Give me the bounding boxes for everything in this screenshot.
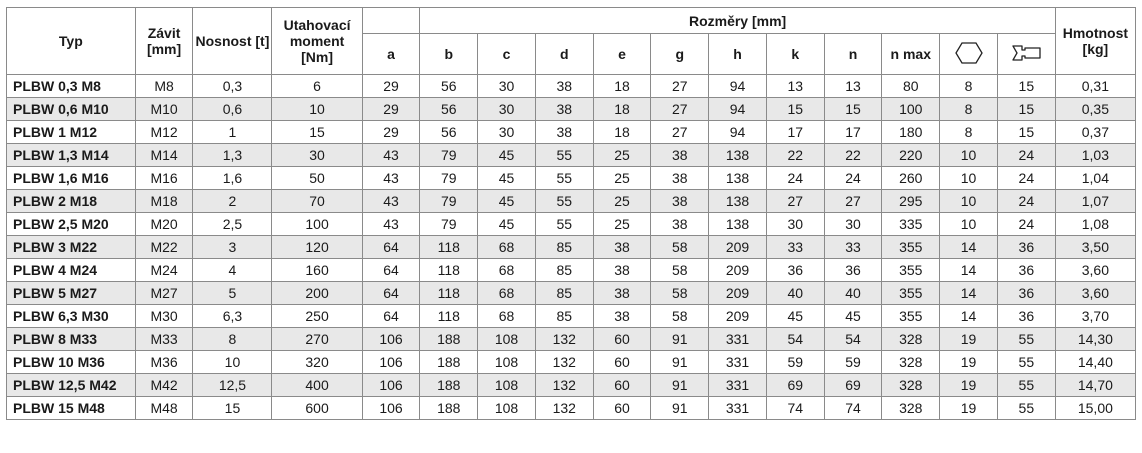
cell-n-max: 220 xyxy=(882,144,940,167)
cell-h: 138 xyxy=(709,213,767,236)
table-row xyxy=(7,259,1136,282)
cell-n-max: 355 xyxy=(882,259,940,282)
cell-h: 138 xyxy=(709,190,767,213)
table-row xyxy=(7,397,1136,420)
header-zavit: Závit [mm] xyxy=(135,8,193,75)
cell-n: 13 xyxy=(824,75,882,98)
cell-h: 209 xyxy=(709,236,767,259)
cell-b: 79 xyxy=(420,190,478,213)
cell-zavit: M12 xyxy=(135,121,193,144)
cell-wrench: 36 xyxy=(997,236,1055,259)
cell-e: 18 xyxy=(593,75,651,98)
header-dim-h: h xyxy=(709,34,767,75)
cell-b: 188 xyxy=(420,397,478,420)
header-typ: Typ xyxy=(7,8,136,75)
cell-typ: PLBW 4 M24 xyxy=(7,259,136,282)
table-row xyxy=(7,213,1136,236)
cell-c: 108 xyxy=(478,374,536,397)
header-dim-g: g xyxy=(651,34,709,75)
cell-a: 43 xyxy=(362,213,420,236)
cell-c: 68 xyxy=(478,236,536,259)
cell-hex: 10 xyxy=(940,167,998,190)
header-dim-a: a xyxy=(362,34,420,75)
cell-g: 58 xyxy=(651,259,709,282)
cell-g: 91 xyxy=(651,351,709,374)
cell-c: 68 xyxy=(478,259,536,282)
cell-n-max: 335 xyxy=(882,213,940,236)
wrench-icon xyxy=(1010,42,1042,67)
cell-d: 38 xyxy=(535,98,593,121)
cell-wrench: 36 xyxy=(997,282,1055,305)
cell-b: 79 xyxy=(420,144,478,167)
cell-n-max: 355 xyxy=(882,236,940,259)
cell-typ: PLBW 0,3 M8 xyxy=(7,75,136,98)
cell-c: 68 xyxy=(478,305,536,328)
cell-g: 91 xyxy=(651,397,709,420)
cell-a: 29 xyxy=(362,98,420,121)
cell-a: 43 xyxy=(362,167,420,190)
cell-b: 118 xyxy=(420,259,478,282)
cell-zavit: M20 xyxy=(135,213,193,236)
spec-table-container xyxy=(6,7,1136,420)
table-row xyxy=(7,190,1136,213)
cell-typ: PLBW 8 M33 xyxy=(7,328,136,351)
cell-h: 331 xyxy=(709,374,767,397)
cell-a: 64 xyxy=(362,305,420,328)
cell-a: 106 xyxy=(362,374,420,397)
cell-nosnost: 1,3 xyxy=(193,144,272,167)
cell-d: 85 xyxy=(535,259,593,282)
cell-moment: 600 xyxy=(272,397,362,420)
cell-nosnost: 6,3 xyxy=(193,305,272,328)
cell-g: 91 xyxy=(651,328,709,351)
cell-d: 85 xyxy=(535,305,593,328)
cell-wrench: 36 xyxy=(997,259,1055,282)
cell-n-max: 328 xyxy=(882,351,940,374)
table-body xyxy=(7,75,1136,420)
header-hex xyxy=(940,34,998,75)
cell-k: 40 xyxy=(766,282,824,305)
cell-n-max: 328 xyxy=(882,397,940,420)
cell-c: 108 xyxy=(478,328,536,351)
cell-e: 60 xyxy=(593,328,651,351)
table-row xyxy=(7,98,1136,121)
cell-nosnost: 15 xyxy=(193,397,272,420)
cell-moment: 160 xyxy=(272,259,362,282)
cell-moment: 15 xyxy=(272,121,362,144)
header-rozmery-spacer xyxy=(362,8,420,34)
cell-moment: 250 xyxy=(272,305,362,328)
cell-c: 45 xyxy=(478,167,536,190)
cell-zavit: M8 xyxy=(135,75,193,98)
cell-hex: 14 xyxy=(940,305,998,328)
cell-e: 25 xyxy=(593,144,651,167)
cell-n: 36 xyxy=(824,259,882,282)
cell-g: 27 xyxy=(651,98,709,121)
table-row xyxy=(7,282,1136,305)
cell-b: 188 xyxy=(420,351,478,374)
cell-typ: PLBW 5 M27 xyxy=(7,282,136,305)
cell-hex: 10 xyxy=(940,144,998,167)
cell-n: 15 xyxy=(824,98,882,121)
cell-n-max: 328 xyxy=(882,374,940,397)
cell-n: 22 xyxy=(824,144,882,167)
cell-k: 59 xyxy=(766,351,824,374)
header-rozmery: Rozměry [mm] xyxy=(420,8,1055,34)
cell-e: 60 xyxy=(593,397,651,420)
cell-n: 54 xyxy=(824,328,882,351)
table-row xyxy=(7,328,1136,351)
cell-wrench: 36 xyxy=(997,305,1055,328)
cell-nosnost: 10 xyxy=(193,351,272,374)
cell-moment: 200 xyxy=(272,282,362,305)
cell-wrench: 15 xyxy=(997,121,1055,144)
cell-zavit: M14 xyxy=(135,144,193,167)
cell-b: 188 xyxy=(420,374,478,397)
cell-k: 24 xyxy=(766,167,824,190)
cell-n-max: 180 xyxy=(882,121,940,144)
cell-wrench: 24 xyxy=(997,190,1055,213)
cell-n: 24 xyxy=(824,167,882,190)
cell-n: 59 xyxy=(824,351,882,374)
cell-zavit: M18 xyxy=(135,190,193,213)
cell-hmotnost: 3,60 xyxy=(1055,259,1135,282)
cell-hex: 19 xyxy=(940,374,998,397)
cell-b: 118 xyxy=(420,305,478,328)
table-header xyxy=(7,8,1136,75)
cell-g: 58 xyxy=(651,236,709,259)
cell-hmotnost: 1,07 xyxy=(1055,190,1135,213)
cell-hex: 10 xyxy=(940,213,998,236)
cell-moment: 270 xyxy=(272,328,362,351)
header-dim-e: e xyxy=(593,34,651,75)
cell-nosnost: 0,3 xyxy=(193,75,272,98)
cell-nosnost: 2,5 xyxy=(193,213,272,236)
cell-c: 108 xyxy=(478,351,536,374)
cell-e: 25 xyxy=(593,167,651,190)
cell-typ: PLBW 1 M12 xyxy=(7,121,136,144)
cell-hex: 8 xyxy=(940,121,998,144)
header-hmotnost: Hmotnost [kg] xyxy=(1055,8,1135,75)
cell-hmotnost: 1,08 xyxy=(1055,213,1135,236)
cell-nosnost: 2 xyxy=(193,190,272,213)
cell-h: 331 xyxy=(709,397,767,420)
cell-k: 22 xyxy=(766,144,824,167)
cell-n: 69 xyxy=(824,374,882,397)
cell-a: 29 xyxy=(362,121,420,144)
cell-hex: 14 xyxy=(940,282,998,305)
cell-k: 36 xyxy=(766,259,824,282)
header-dim-nmax: n max xyxy=(882,34,940,75)
cell-moment: 320 xyxy=(272,351,362,374)
cell-h: 209 xyxy=(709,259,767,282)
cell-wrench: 24 xyxy=(997,213,1055,236)
cell-moment: 120 xyxy=(272,236,362,259)
cell-h: 94 xyxy=(709,121,767,144)
cell-nosnost: 8 xyxy=(193,328,272,351)
table-row xyxy=(7,75,1136,98)
cell-nosnost: 1,6 xyxy=(193,167,272,190)
cell-k: 15 xyxy=(766,98,824,121)
cell-wrench: 55 xyxy=(997,374,1055,397)
cell-d: 38 xyxy=(535,121,593,144)
cell-b: 56 xyxy=(420,75,478,98)
cell-moment: 30 xyxy=(272,144,362,167)
cell-g: 27 xyxy=(651,121,709,144)
cell-k: 33 xyxy=(766,236,824,259)
cell-k: 69 xyxy=(766,374,824,397)
cell-zavit: M24 xyxy=(135,259,193,282)
cell-k: 27 xyxy=(766,190,824,213)
hex-key-icon xyxy=(955,42,983,67)
cell-zavit: M22 xyxy=(135,236,193,259)
cell-b: 188 xyxy=(420,328,478,351)
cell-hmotnost: 3,70 xyxy=(1055,305,1135,328)
cell-n-max: 355 xyxy=(882,282,940,305)
cell-d: 132 xyxy=(535,328,593,351)
table-row xyxy=(7,305,1136,328)
cell-zavit: M48 xyxy=(135,397,193,420)
cell-h: 331 xyxy=(709,328,767,351)
cell-n: 45 xyxy=(824,305,882,328)
header-dim-k: k xyxy=(766,34,824,75)
cell-e: 60 xyxy=(593,351,651,374)
cell-zavit: M36 xyxy=(135,351,193,374)
cell-hmotnost: 14,70 xyxy=(1055,374,1135,397)
cell-nosnost: 12,5 xyxy=(193,374,272,397)
cell-n-max: 80 xyxy=(882,75,940,98)
cell-e: 38 xyxy=(593,259,651,282)
cell-n-max: 355 xyxy=(882,305,940,328)
cell-d: 55 xyxy=(535,190,593,213)
cell-e: 18 xyxy=(593,121,651,144)
cell-d: 55 xyxy=(535,167,593,190)
cell-k: 13 xyxy=(766,75,824,98)
cell-typ: PLBW 3 M22 xyxy=(7,236,136,259)
cell-typ: PLBW 10 M36 xyxy=(7,351,136,374)
table-row xyxy=(7,167,1136,190)
cell-wrench: 15 xyxy=(997,98,1055,121)
table-row xyxy=(7,236,1136,259)
cell-g: 58 xyxy=(651,305,709,328)
cell-b: 118 xyxy=(420,282,478,305)
cell-a: 64 xyxy=(362,259,420,282)
cell-a: 29 xyxy=(362,75,420,98)
cell-b: 56 xyxy=(420,121,478,144)
cell-wrench: 24 xyxy=(997,144,1055,167)
cell-hmotnost: 0,31 xyxy=(1055,75,1135,98)
cell-a: 106 xyxy=(362,397,420,420)
cell-n-max: 328 xyxy=(882,328,940,351)
cell-typ: PLBW 12,5 M42 xyxy=(7,374,136,397)
cell-nosnost: 1 xyxy=(193,121,272,144)
cell-g: 38 xyxy=(651,144,709,167)
header-wrench xyxy=(997,34,1055,75)
cell-c: 68 xyxy=(478,282,536,305)
cell-k: 17 xyxy=(766,121,824,144)
cell-k: 45 xyxy=(766,305,824,328)
cell-zavit: M10 xyxy=(135,98,193,121)
cell-hmotnost: 1,03 xyxy=(1055,144,1135,167)
cell-typ: PLBW 2,5 M20 xyxy=(7,213,136,236)
cell-e: 38 xyxy=(593,305,651,328)
cell-d: 132 xyxy=(535,374,593,397)
cell-zavit: M33 xyxy=(135,328,193,351)
cell-e: 25 xyxy=(593,190,651,213)
cell-g: 91 xyxy=(651,374,709,397)
header-dim-b: b xyxy=(420,34,478,75)
cell-a: 43 xyxy=(362,190,420,213)
header-dim-d: d xyxy=(535,34,593,75)
cell-typ: PLBW 1,3 M14 xyxy=(7,144,136,167)
cell-typ: PLBW 1,6 M16 xyxy=(7,167,136,190)
cell-hmotnost: 3,60 xyxy=(1055,282,1135,305)
cell-n-max: 260 xyxy=(882,167,940,190)
table-row xyxy=(7,121,1136,144)
cell-e: 38 xyxy=(593,282,651,305)
cell-nosnost: 0,6 xyxy=(193,98,272,121)
cell-hmotnost: 0,35 xyxy=(1055,98,1135,121)
cell-k: 54 xyxy=(766,328,824,351)
cell-hmotnost: 1,04 xyxy=(1055,167,1135,190)
cell-hex: 19 xyxy=(940,328,998,351)
cell-zavit: M27 xyxy=(135,282,193,305)
cell-hex: 19 xyxy=(940,397,998,420)
cell-d: 38 xyxy=(535,75,593,98)
cell-zavit: M30 xyxy=(135,305,193,328)
cell-k: 74 xyxy=(766,397,824,420)
cell-typ: PLBW 0,6 M10 xyxy=(7,98,136,121)
cell-hex: 8 xyxy=(940,75,998,98)
header-dim-n: n xyxy=(824,34,882,75)
cell-hmotnost: 3,50 xyxy=(1055,236,1135,259)
cell-e: 60 xyxy=(593,374,651,397)
cell-k: 30 xyxy=(766,213,824,236)
cell-c: 30 xyxy=(478,121,536,144)
cell-h: 331 xyxy=(709,351,767,374)
cell-h: 209 xyxy=(709,282,767,305)
cell-zavit: M16 xyxy=(135,167,193,190)
cell-hmotnost: 15,00 xyxy=(1055,397,1135,420)
cell-b: 79 xyxy=(420,213,478,236)
cell-n: 40 xyxy=(824,282,882,305)
cell-moment: 100 xyxy=(272,213,362,236)
header-dim-c: c xyxy=(478,34,536,75)
cell-nosnost: 4 xyxy=(193,259,272,282)
header-moment: Utahovací moment [Nm] xyxy=(272,8,362,75)
cell-d: 132 xyxy=(535,351,593,374)
cell-nosnost: 5 xyxy=(193,282,272,305)
cell-a: 106 xyxy=(362,351,420,374)
header-nosnost: Nosnost [t] xyxy=(193,8,272,75)
cell-c: 30 xyxy=(478,98,536,121)
cell-moment: 50 xyxy=(272,167,362,190)
cell-hex: 14 xyxy=(940,236,998,259)
cell-h: 94 xyxy=(709,98,767,121)
cell-g: 27 xyxy=(651,75,709,98)
cell-c: 45 xyxy=(478,213,536,236)
cell-b: 79 xyxy=(420,167,478,190)
cell-moment: 10 xyxy=(272,98,362,121)
cell-a: 43 xyxy=(362,144,420,167)
cell-wrench: 15 xyxy=(997,75,1055,98)
cell-wrench: 55 xyxy=(997,351,1055,374)
cell-a: 106 xyxy=(362,328,420,351)
cell-d: 85 xyxy=(535,236,593,259)
cell-d: 55 xyxy=(535,144,593,167)
cell-n: 30 xyxy=(824,213,882,236)
cell-h: 94 xyxy=(709,75,767,98)
cell-g: 38 xyxy=(651,190,709,213)
cell-hex: 14 xyxy=(940,259,998,282)
cell-n: 17 xyxy=(824,121,882,144)
cell-n: 74 xyxy=(824,397,882,420)
cell-b: 56 xyxy=(420,98,478,121)
table-row xyxy=(7,351,1136,374)
cell-d: 55 xyxy=(535,213,593,236)
cell-n: 27 xyxy=(824,190,882,213)
cell-typ: PLBW 6,3 M30 xyxy=(7,305,136,328)
cell-d: 132 xyxy=(535,397,593,420)
cell-wrench: 55 xyxy=(997,397,1055,420)
cell-h: 138 xyxy=(709,144,767,167)
cell-hmotnost: 14,40 xyxy=(1055,351,1135,374)
table-row xyxy=(7,144,1136,167)
cell-e: 25 xyxy=(593,213,651,236)
cell-g: 38 xyxy=(651,167,709,190)
cell-moment: 400 xyxy=(272,374,362,397)
cell-moment: 70 xyxy=(272,190,362,213)
cell-c: 45 xyxy=(478,190,536,213)
cell-c: 45 xyxy=(478,144,536,167)
cell-zavit: M42 xyxy=(135,374,193,397)
cell-nosnost: 3 xyxy=(193,236,272,259)
cell-h: 138 xyxy=(709,167,767,190)
cell-n-max: 295 xyxy=(882,190,940,213)
cell-hex: 19 xyxy=(940,351,998,374)
cell-a: 64 xyxy=(362,282,420,305)
cell-hex: 8 xyxy=(940,98,998,121)
cell-wrench: 24 xyxy=(997,167,1055,190)
cell-moment: 6 xyxy=(272,75,362,98)
cell-n-max: 100 xyxy=(882,98,940,121)
cell-e: 18 xyxy=(593,98,651,121)
cell-g: 38 xyxy=(651,213,709,236)
spec-table xyxy=(6,7,1136,420)
cell-hmotnost: 0,37 xyxy=(1055,121,1135,144)
cell-typ: PLBW 15 M48 xyxy=(7,397,136,420)
table-row xyxy=(7,374,1136,397)
cell-typ: PLBW 2 M18 xyxy=(7,190,136,213)
cell-c: 108 xyxy=(478,397,536,420)
cell-h: 209 xyxy=(709,305,767,328)
cell-c: 30 xyxy=(478,75,536,98)
cell-b: 118 xyxy=(420,236,478,259)
cell-e: 38 xyxy=(593,236,651,259)
cell-a: 64 xyxy=(362,236,420,259)
cell-hmotnost: 14,30 xyxy=(1055,328,1135,351)
cell-wrench: 55 xyxy=(997,328,1055,351)
cell-hex: 10 xyxy=(940,190,998,213)
cell-n: 33 xyxy=(824,236,882,259)
cell-d: 85 xyxy=(535,282,593,305)
cell-g: 58 xyxy=(651,282,709,305)
